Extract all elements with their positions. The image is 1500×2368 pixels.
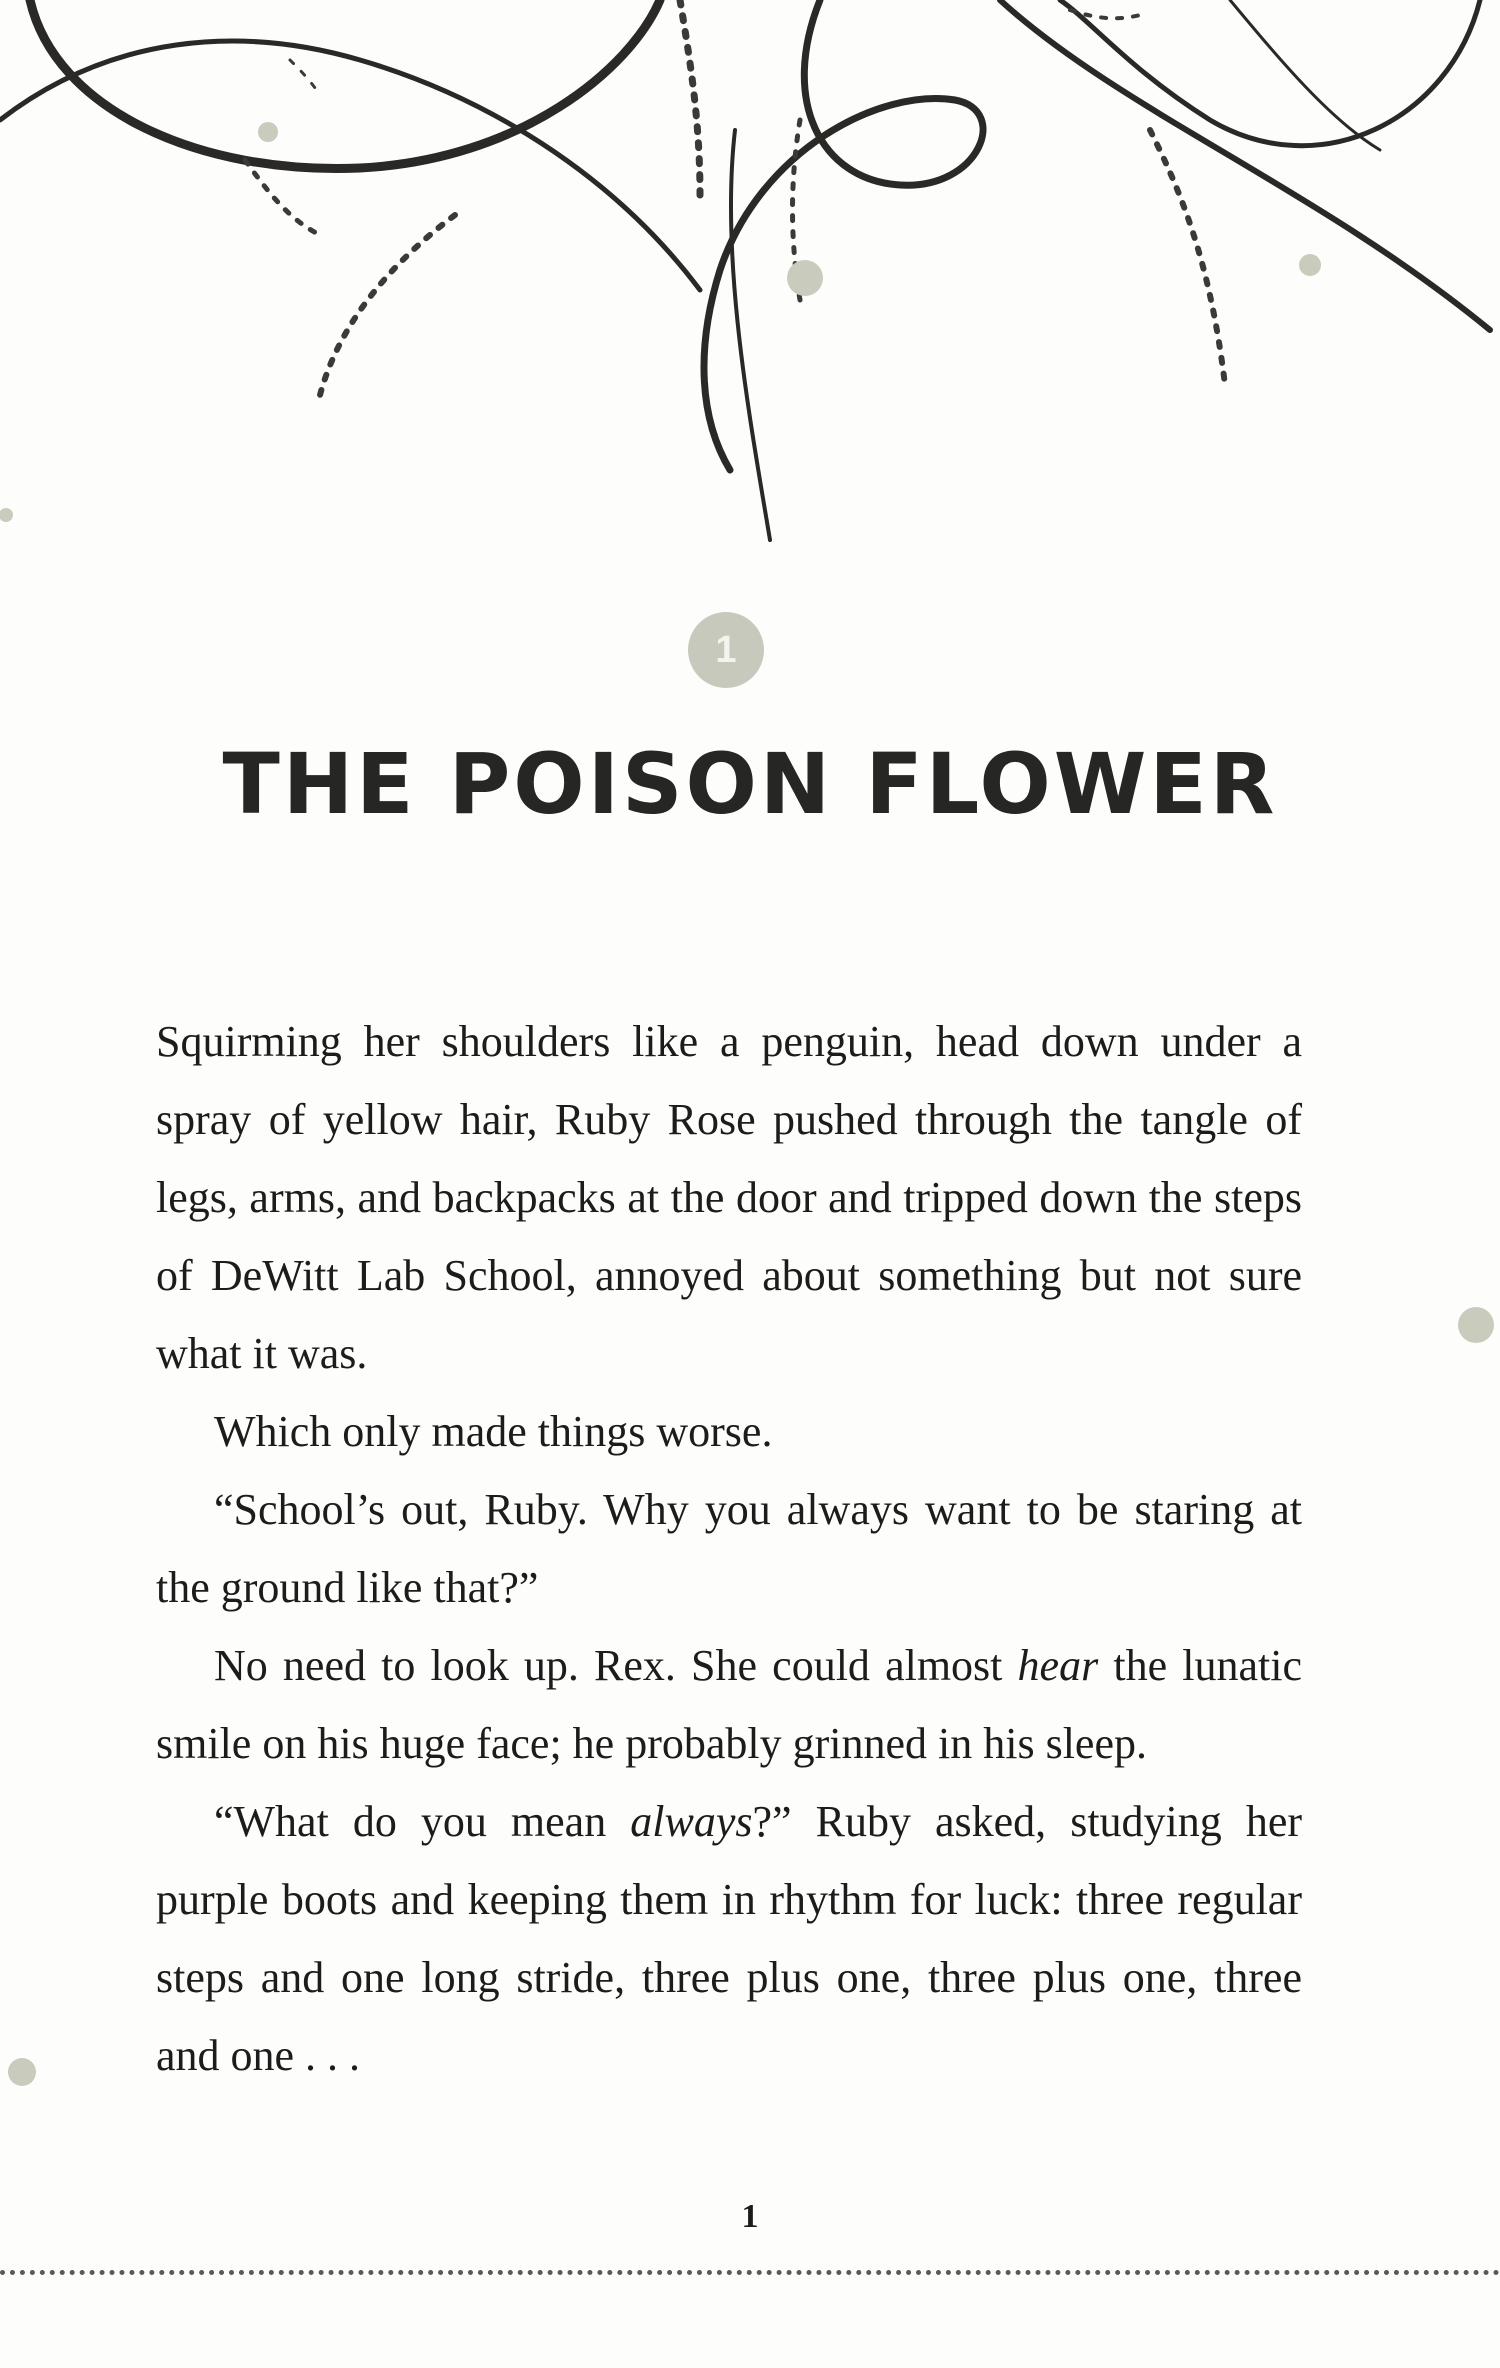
- paragraph-text: “What do you mean: [214, 1797, 631, 1846]
- paragraph-text: No need to look up. Rex. She could almost: [214, 1641, 1018, 1690]
- chapter-number-badge: [688, 612, 764, 688]
- paragraph: Squirming her shoulders like a penguin, head down under a spray of yellow hair, Ruby Rose pushed through the tangle of legs, arms, and backpacks at the door and tripped down the steps of DeWitt Lab School, annoyed about something but not sure what it was.: [156, 1017, 1302, 1378]
- emphasized-word: hear: [1017, 1641, 1099, 1690]
- chapter-number: 1: [715, 629, 737, 671]
- page-number: 1: [741, 2198, 759, 2235]
- paragraph: [156, 1783, 1302, 2095]
- emphasized-word: always: [630, 1797, 753, 1846]
- paragraph-text: the lunatic smile on his huge face; he probably grinned in his sleep.: [156, 1641, 1302, 1768]
- decorative-dot: [1458, 1307, 1494, 1343]
- decorative-swirl-ornament: [0, 0, 1500, 560]
- chapter-body: [156, 1003, 1302, 2095]
- dotted-divider: [0, 2270, 1500, 2275]
- paragraph: [156, 1627, 1302, 1783]
- chapter-title: THE POISON FLOWER: [222, 735, 1278, 833]
- paragraph-text: ?” Ruby asked, studying her purple boots and keeping them in rhythm for luck: three regular steps and one long stride, three plus one, three plus one, three and one . . .: [156, 1797, 1302, 2080]
- paragraph: Which only made things worse.: [214, 1407, 773, 1456]
- decorative-dot: [8, 2058, 36, 2086]
- paragraph: “School’s out, Ruby. Why you always want to be staring at the ground like that?”: [156, 1485, 1302, 1612]
